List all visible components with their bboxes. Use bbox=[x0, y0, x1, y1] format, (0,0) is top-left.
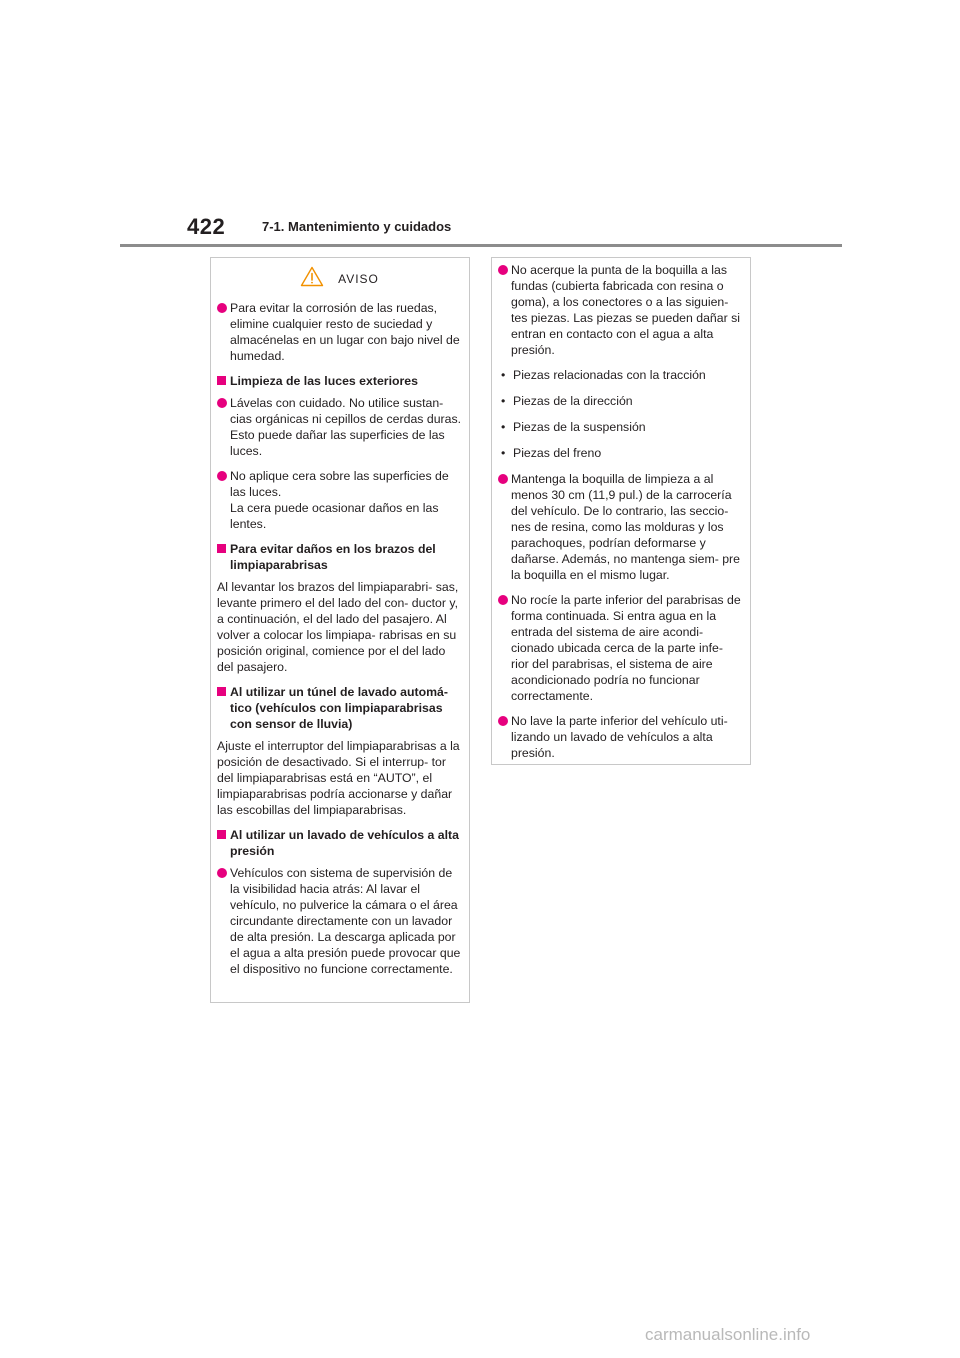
watermark: carmanualsonline.info bbox=[645, 1325, 811, 1344]
square-marker-icon bbox=[217, 830, 226, 839]
section-title: 7-1. Mantenimiento y cuidados bbox=[262, 219, 452, 234]
small-bullet-icon: • bbox=[501, 420, 506, 434]
bullet-text: Vehículos con sistema de supervisión de la visibilidad hacia atrás: Al lavar el vehículo, no pulverice la cámara o el área circundante directamente con un lavador de alta presión. La descarga aplicada por el agua a alta presión puede provocar que el dispositivo no funcione correctamente. bbox=[230, 866, 461, 976]
warning-triangle-icon bbox=[300, 266, 324, 292]
subheading-text: Al utilizar un lavado de vehículos a alta presión bbox=[230, 828, 459, 858]
paragraph bbox=[217, 579, 462, 675]
page-number: 422 bbox=[187, 214, 226, 239]
list-item bbox=[498, 445, 743, 461]
bullet-text: Para evitar la corrosión de las ruedas, elimine cualquier resto de suciedad y almacénelas en un lugar con bajo nivel de humedad. bbox=[230, 301, 460, 363]
list-item bbox=[498, 367, 743, 383]
square-marker-icon bbox=[217, 687, 226, 696]
bullet-text: No rocíe la parte inferior del parabrisas de forma continuada. Si entra agua en la entrada del sistema de aire acondi- cionado ubicada cerca de la parte infe- rior del parabrisas, el sistema de aire acondicionado podría no funcionar correctamente. bbox=[511, 593, 741, 703]
paragraph-text: Ajuste el interruptor del limpiaparabrisas a la posición de desactivado. Si el interrup- tor del limpiaparabrisas está en “AUTO”, el limpiaparabrisas podría accionarse y dañar las escobillas del limpiaparabrisas. bbox=[217, 739, 460, 817]
bullet-item bbox=[217, 395, 462, 459]
square-marker-icon bbox=[217, 376, 226, 385]
bullet-dot-icon bbox=[498, 474, 508, 484]
list-item bbox=[498, 419, 743, 435]
header-rule bbox=[120, 244, 842, 247]
bullet-text: No lave la parte inferior del vehículo uti- lizando un lavado de vehículos a alta presión. bbox=[511, 714, 728, 760]
small-bullet-icon: • bbox=[501, 368, 506, 382]
subheading-text: Limpieza de las luces exteriores bbox=[230, 374, 418, 388]
list-item-text: Piezas relacionadas con la tracción bbox=[513, 368, 706, 382]
bullet-item bbox=[498, 262, 743, 358]
bullet-dot-icon bbox=[498, 265, 508, 275]
subheading bbox=[217, 827, 462, 859]
subheading bbox=[217, 541, 462, 573]
list-item bbox=[498, 393, 743, 409]
bullet-dot-icon bbox=[217, 398, 227, 408]
bullet-item bbox=[498, 713, 743, 761]
bullet-text: No aplique cera sobre las superficies de las luces. La cera puede ocasionar daños en las lentes. bbox=[230, 469, 449, 531]
list-item-text: Piezas de la dirección bbox=[513, 394, 633, 408]
bullet-dot-icon bbox=[217, 471, 227, 481]
bullet-text: Mantenga la boquilla de limpieza a al menos 30 cm (11,9 pul.) de la carrocería del vehículo. De lo contrario, las seccio- nes de resina, como las molduras y los parachoques, podrían deformarse y dañarse. Además, no mantenga siem- pre la boquilla en el mismo lugar. bbox=[511, 472, 740, 582]
small-bullet-icon: • bbox=[501, 446, 506, 460]
left-box-content bbox=[217, 300, 462, 977]
bullet-item bbox=[217, 300, 462, 364]
bullet-text: Lávelas con cuidado. No utilice sustan- cias orgánicas ni cepillos de cerdas duras. Esto puede dañar las superficies de las luces. bbox=[230, 396, 462, 458]
square-marker-icon bbox=[217, 544, 226, 553]
subheading bbox=[217, 684, 462, 732]
warning-label: AVISO bbox=[338, 272, 379, 286]
paragraph bbox=[217, 738, 462, 818]
small-bullet-icon: • bbox=[501, 394, 506, 408]
subheading-text: Al utilizar un túnel de lavado automá- tico (vehículos con limpiaparabrisas con sensor de lluvia) bbox=[230, 685, 448, 731]
bullet-dot-icon bbox=[217, 868, 227, 878]
paragraph-text: Al levantar los brazos del limpiaparabri- sas, levante primero el del lado del con- ductor y, a continuación, el del lado del pasajero. Al volver a colocar los limpiapa- rabrisas en su posición original, comience por el del lado del pasajero. bbox=[217, 580, 459, 674]
bullet-text: No acerque la punta de la boquilla a las fundas (cubierta fabricada con resina o goma), a los conectores o a las siguien- tes piezas. Las piezas se pueden dañar si entran en contacto con el agua a alta presión. bbox=[511, 263, 741, 357]
subheading-text: Para evitar daños en los brazos del limpiaparabrisas bbox=[230, 542, 436, 572]
bullet-item bbox=[498, 592, 743, 704]
list-item-text: Piezas de la suspensión bbox=[513, 420, 646, 434]
list-item-text: Piezas del freno bbox=[513, 446, 602, 460]
warning-box-right bbox=[491, 257, 751, 765]
bullet-dot-icon bbox=[498, 716, 508, 726]
bullet-dot-icon bbox=[498, 595, 508, 605]
bullet-item bbox=[498, 471, 743, 583]
subheading bbox=[217, 373, 462, 389]
warning-header bbox=[217, 266, 462, 292]
bullet-item bbox=[217, 468, 462, 532]
bullet-item bbox=[217, 865, 462, 977]
warning-box-left bbox=[210, 257, 470, 1003]
right-box-content bbox=[498, 262, 743, 761]
bullet-dot-icon bbox=[217, 303, 227, 313]
